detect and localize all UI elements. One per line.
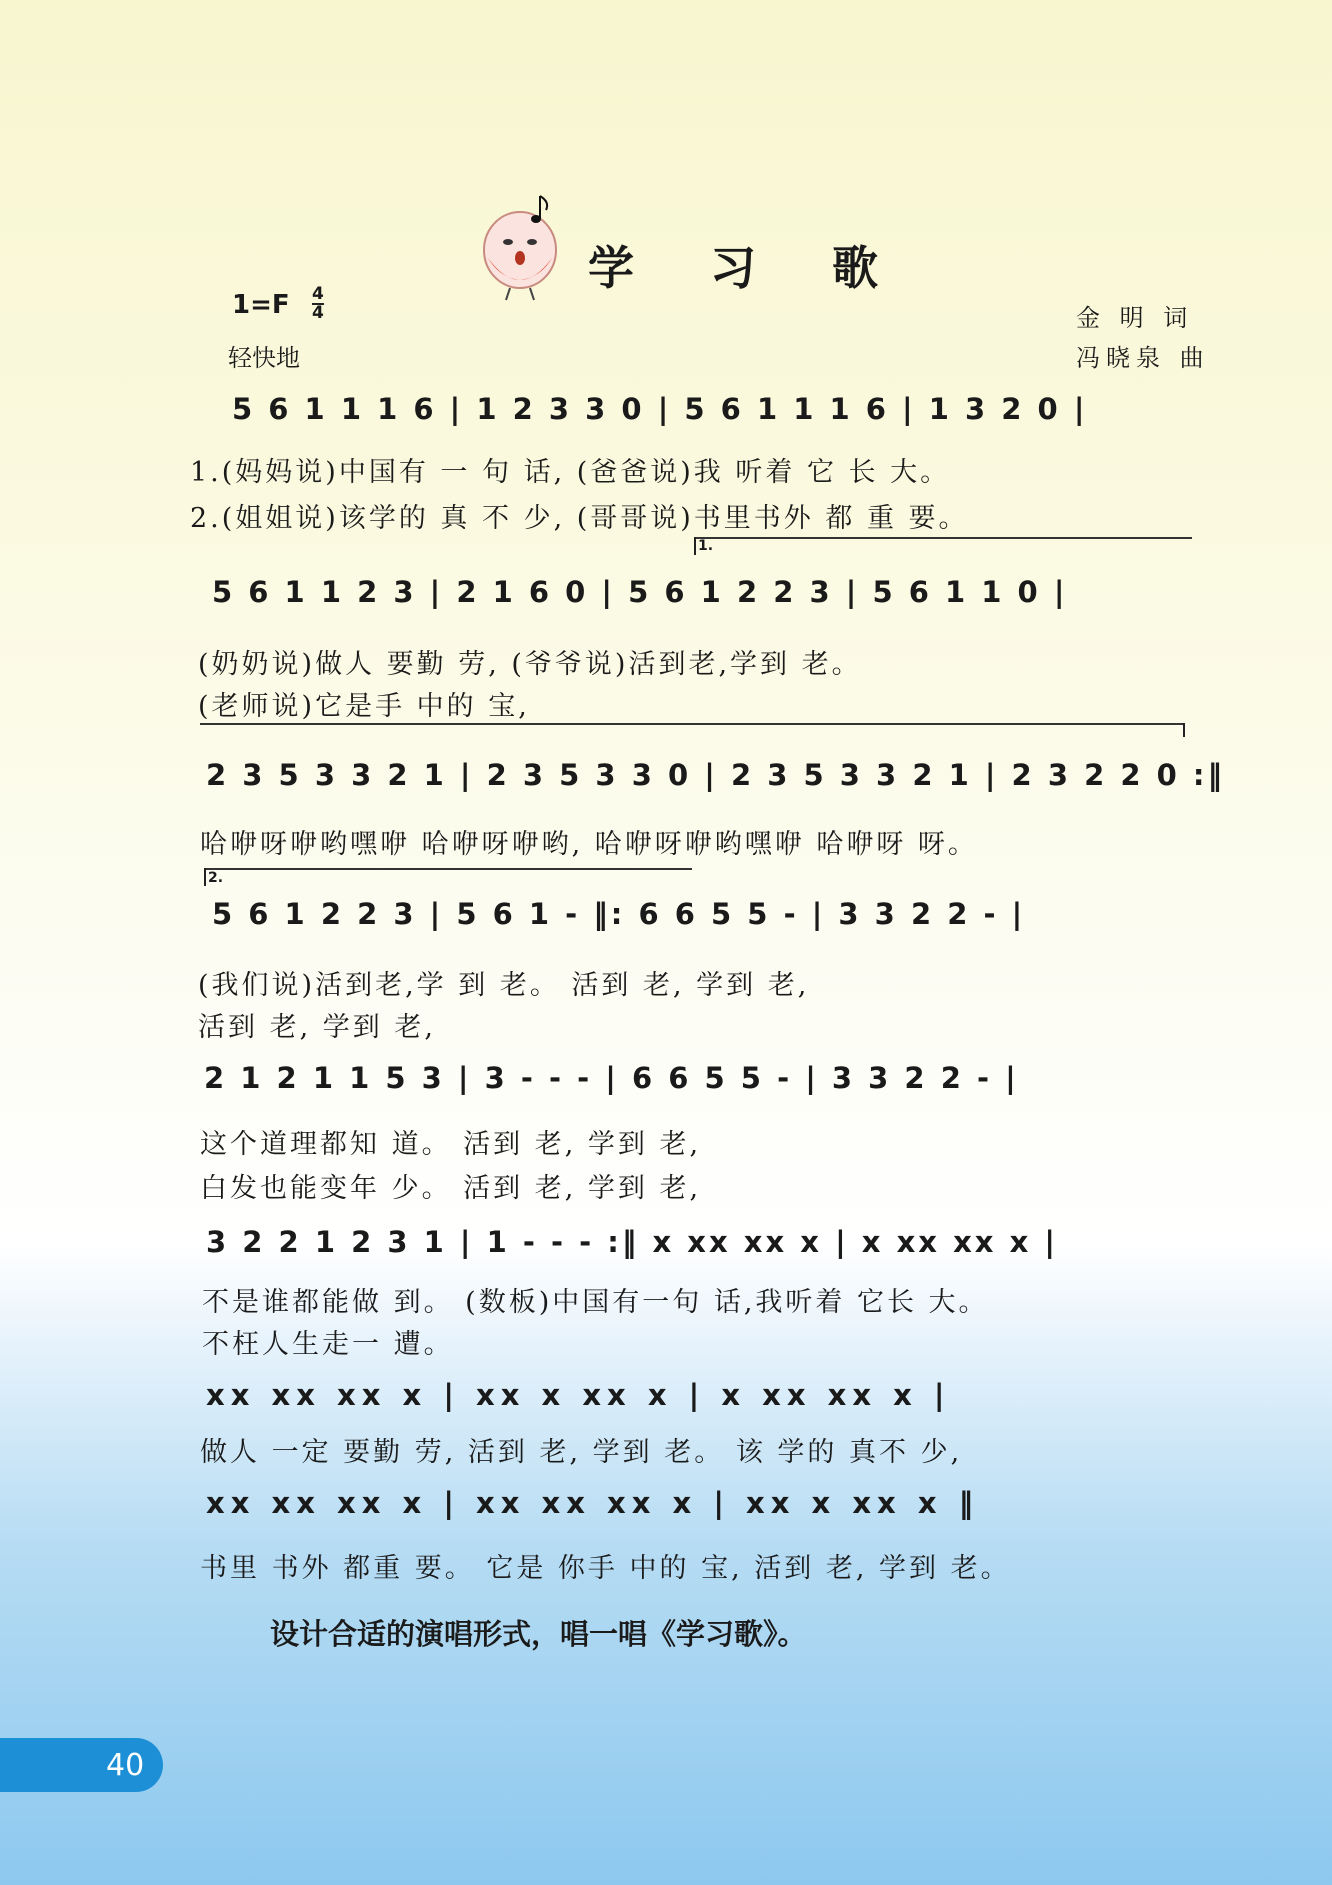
- time-signature-bottom: 4: [312, 303, 324, 323]
- score-row-7-lyrics: 做人 一定 要勤 劳, 活到 老, 学到 老。 该 学的 真不 少,: [200, 1437, 963, 1468]
- time-signature-top: 4: [312, 284, 324, 304]
- activity-instruction: 设计合适的演唱形式，唱一唱《学习歌》。: [270, 1617, 807, 1651]
- volta-1-bracket: [694, 537, 1192, 539]
- score-row-7-rhythm: xx xx xx x | xx x xx x | x xx xx x |: [206, 1378, 951, 1412]
- row-3-bracket: [200, 723, 1185, 725]
- score-row-2-lyrics-verse1: (奶奶说)做人 要勤 劳, (爷爷说)活到老,学到 老。: [198, 649, 862, 680]
- volta-2-label: 2.: [208, 870, 224, 886]
- score-row-5-lyrics-verse1: 这个道理都知 道。 活到 老, 学到 老,: [200, 1129, 702, 1160]
- score-row-4-notes: 5 6 1 2 2 3 | 5 6 1 - ‖: 6 6 5 5 - | 3 3 2 2 - |: [212, 897, 1026, 931]
- score-row-1-lyrics-verse1: 1.(妈妈说)中国有 一 句 话, (爸爸说)我 听着 它 长 大。: [190, 457, 951, 488]
- song-title: 学 习 歌: [588, 241, 909, 295]
- row-3-bracket-right: [1183, 723, 1185, 737]
- score-row-8-rhythm: xx xx xx x | xx xx xx x | xx x xx x ‖: [206, 1486, 980, 1520]
- lyricist-credit: 金 明 词: [1076, 304, 1194, 332]
- score-row-4-lyrics-verse1: (我们说)活到老,学 到 老。 活到 老, 学到 老,: [198, 970, 810, 1001]
- key-signature: 1=F: [232, 290, 290, 320]
- score-row-2-lyrics-verse2: (老师说)它是手 中的 宝,: [198, 691, 530, 722]
- volta-1-label: 1.: [698, 538, 714, 554]
- singing-mascot-icon: [480, 192, 562, 304]
- score-row-3-lyrics: 哈咿呀咿哟嘿咿 哈咿呀咿哟, 哈咿呀咿哟嘿咿 哈咿呀 呀。: [200, 829, 978, 860]
- time-signature: [312, 286, 324, 322]
- volta-1-bracket-left: [694, 537, 696, 555]
- score-row-2-notes: 5 6 1 1 2 3 | 2 1 6 0 | 5 6 1 2 2 3 | 5 6 1 1 0 |: [212, 575, 1068, 609]
- score-row-6-lyrics-verse1: 不是谁都能做 到。 (数板)中国有一句 话,我听着 它长 大。: [202, 1287, 989, 1318]
- score-row-6-lyrics-verse2: 不枉人生走一 遭。: [202, 1329, 454, 1360]
- score-row-3-notes: 2 3 5 3 3 2 1 | 2 3 5 3 3 0 | 2 3 5 3 3 2 1 | 2 3 2 2 0 :‖: [206, 758, 1226, 792]
- composer-credit: 冯晓泉 曲: [1076, 344, 1210, 372]
- volta-2-bracket-left: [204, 868, 206, 886]
- tempo-marking: 轻快地: [228, 344, 300, 372]
- page-number: 40: [106, 1748, 145, 1783]
- score-row-6-notes: 3 2 2 1 2 3 1 | 1 - - - :‖ x xx xx x | x xx xx x |: [206, 1225, 1058, 1259]
- score-row-5-lyrics-verse2: 白发也能变年 少。 活到 老, 学到 老,: [200, 1173, 702, 1204]
- score-row-1-lyrics-verse2: 2.(姐姐说)该学的 真 不 少, (哥哥说)书里书外 都 重 要。: [190, 503, 969, 534]
- score-row-1-notes: 5 6 1 1 1 6 | 1 2 3 3 0 | 5 6 1 1 1 6 | 1 3 2 0 |: [232, 392, 1088, 426]
- volta-2-bracket: [204, 868, 692, 870]
- score-row-8-lyrics: 书里 书外 都重 要。 它是 你手 中的 宝, 活到 老, 学到 老。: [200, 1553, 1011, 1584]
- score-row-5-notes: 2 1 2 1 1 5 3 | 3 - - - | 6 6 5 5 - | 3 3 2 2 - |: [204, 1061, 1019, 1095]
- score-row-4-lyrics-verse2: 活到 老, 学到 老,: [198, 1012, 436, 1043]
